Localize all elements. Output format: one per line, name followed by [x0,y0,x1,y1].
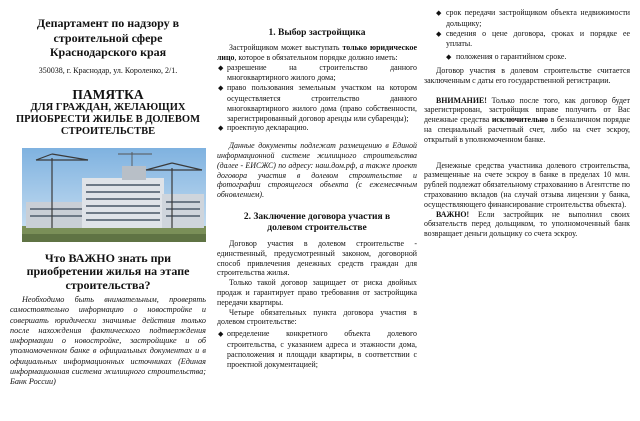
s1-item-text: разрешение на строительство данного многоквартирного жилого дома; [227,62,417,83]
contract-item-text: положения о гарантийном сроке. [456,52,567,62]
diamond-bullet-icon: ◆ [218,124,224,133]
s2-item-text: определение конкретного объекта долевого строительства, с указанием адреса и этажности дома, расположения и площади квартиры, в соответствии с проектной документацией; [227,329,417,369]
contract-item-text: сведения о цене договора, сроках и порядке ее уплаты. [446,28,630,49]
diamond-bullet-icon: ◆ [436,9,442,17]
column-right [424,0,630,421]
attention-paragraph [424,96,630,145]
s2-paragraph: Четыре обязательных пункта договора участия в долевом строительстве: [217,307,417,327]
contract-item [424,52,630,63]
contract-item [424,8,630,29]
subtitle-line: ПРИОБРЕСТИ ЖИЛЬЕ В ДОЛЕВОМ [15,113,200,125]
diamond-bullet-icon: ◆ [218,330,224,339]
question-line: строительства? [65,277,151,292]
address: 350038, г. Краснодар, ул. Короленко, 2/1. [38,65,178,75]
column-left [10,0,206,421]
header-line: Департамент по надзору в [36,16,180,30]
s1-item-text: проектную декларацию. [227,123,309,133]
column-middle [217,0,417,421]
s2-paragraph: Только такой договор защищает от риска двойных продаж и гарантирует право требования от застройщика передачи квартиры. [217,278,417,307]
diamond-bullet-icon: ◆ [436,29,442,38]
attention-label: ВНИМАНИЕ! [436,95,487,105]
header-line: Краснодарского края [49,45,167,59]
question-line: приобретении жилья на этапе [26,264,190,278]
escrow-paragraph: Денежные средства участника долевого строительства, размещенные на счете эскроу в банке в пределах 10 млн. рублей подлежат обязательному страхованию в Агентстве по страхованию вкладов (на случай отзыва лицензии у банка, осуществляющего финансирование строительства объекта). [424,160,630,209]
s1-item-text: право пользования земельным участком на котором осуществляется строительство данного многоквартирного жилого дома (право собственности, зарегистрированный договор аренды или субаренды); [227,83,417,123]
contract-item [424,29,630,50]
header-line: строительной сфере [53,30,163,45]
important-text: Если застройщик не выполнил своих обязательств перед дольщиком, то уполномоченный банк возвращает деньги дольщику со счета эскроу. [424,209,630,239]
diamond-bullet-icon: ◆ [446,53,452,62]
building-right [162,194,204,228]
diamond-bullet-icon: ◆ [218,63,224,72]
subtitle-line: СТРОИТЕЛЬСТВЕ [60,125,156,137]
s2-list-item [217,329,417,369]
contract-item-text: срок передачи застройщиком объекта недвижимости дольщику; [446,8,630,28]
memo-title: ПАМЯТКА [72,86,144,102]
section1-title: 1. Выбор застройщика [268,28,366,38]
intro-paragraph: Необходимо быть внимательным, проверять самостоятельно информацию о новостройке и совершать юридически значимые действия только после нахождения фактического подтверждения информации о новостройке, застройщике и об уполномоченном банке в официальных документах и в официальных информационных источниках (Единая информационная система жилищного строительства; Банк России) [10,295,206,387]
s1-paragraph [217,43,417,63]
section2-title-line: долевом строительстве [267,222,367,233]
s1-text-c: , которое в обязательном порядке должно иметь: [234,52,398,62]
s1-list-item [217,63,417,84]
subtitle-line: ДЛЯ ГРАЖДАН, ЖЕЛАЮЩИХ [30,101,186,113]
s1-list-item [217,83,417,123]
registration-paragraph: Договор участия в долевом строительстве считается заключенным с даты его государственной регистрации. [424,65,630,85]
important-paragraph [424,210,630,239]
s1-text-a: Застройщиком может выступать [229,43,343,52]
question-line: Что ВАЖНО знать при [44,250,172,265]
important-question [10,252,206,293]
s2-paragraph: Договор участия в долевом строительстве - единственный, предусмотренный законом, договорной способ привлечения денежных средств граждан для строительства жилья. [217,238,417,278]
ground-strip [22,234,206,242]
diamond-bullet-icon: ◆ [218,84,224,93]
attention-text-a: Только после того, как договор будет зарегистрирован, застройщик вправе получить от Вас денежные средства [424,95,630,125]
building-top [122,166,146,180]
memo-subtitle [10,102,206,138]
construction-photo [22,148,206,242]
department-header [10,16,206,60]
attention-text-b: в безналичном порядке на специальный расчетный счет, либо на счет эскроу, открытый в уполномоченном банке. [424,115,630,144]
important-label: ВАЖНО! [436,209,470,219]
section2-title-line: 2. Заключение договора участия в [243,211,391,222]
section2-title [217,212,417,234]
s1-note: Данные документы подлежат размещению в Единой информационной системе жилищного строительства (далее - ЕИСЖС) по адресу: наш.дом.рф, а также проект договора участия в долевом строительстве и фотографии строящегося объекта (с ежемесячным обновлением). [217,141,417,200]
s1-text-bold: только юридическое лицо [217,43,417,62]
attention-bold: исключительно [491,115,549,125]
s1-list-item [217,123,417,134]
